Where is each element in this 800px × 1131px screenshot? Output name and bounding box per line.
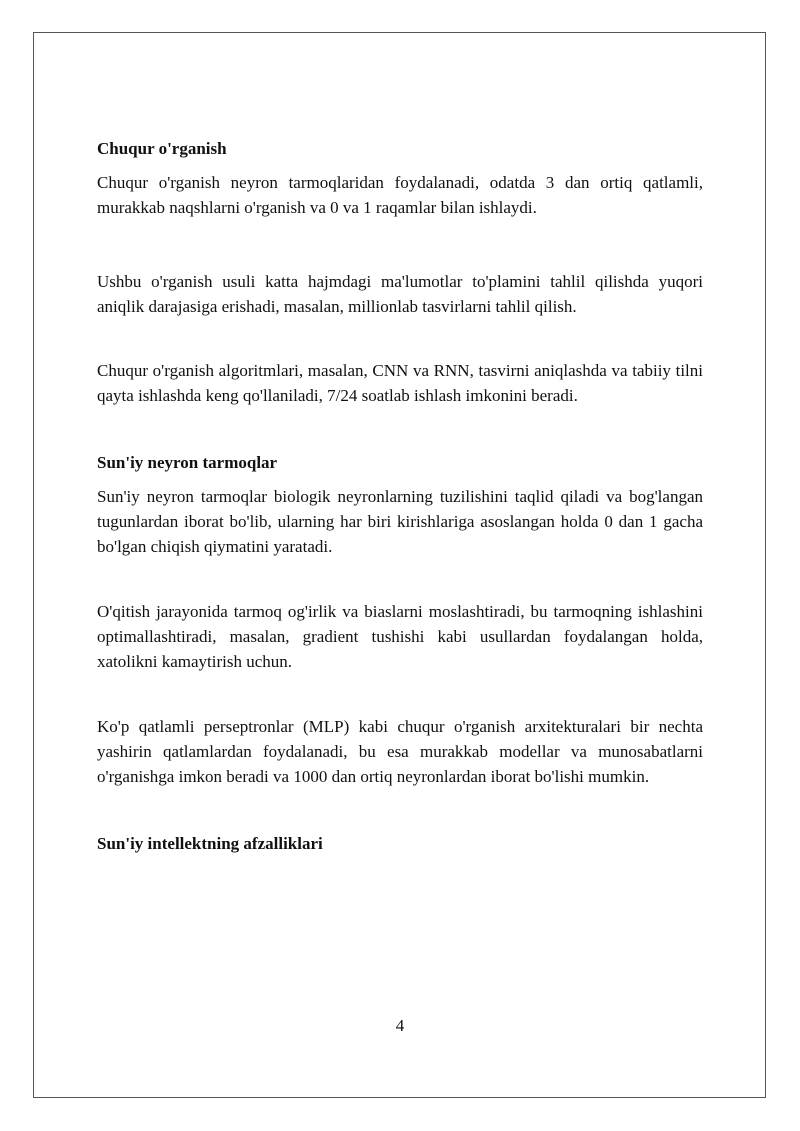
section-heading-deep-learning: Chuqur o'rganish [97,139,227,158]
paragraph: O'qitish jarayonida tarmoq og'irlik va biaslarni moslashtiradi, bu tarmoqning ishlashini optimallashtiradi, masalan, gradient tushishi kabi usullardan foydalangan holda, xatolikni kamaytirish uchun. [97,602,703,671]
section-heading-ai-advantages: Sun'iy intellektning afzalliklari [97,834,323,853]
page-number: 4 [395,1016,405,1035]
paragraph: Ko'p qatlamli perseptronlar (MLP) kabi chuqur o'rganish arxitekturalari bir nechta yashirin qatlamlardan foydalanadi, bu esa murakkab modellar va munosabatlarni o'rganishga imkon beradi va 1000 dan ortiq neyronlardan iborat bo'lishi mumkin. [97,717,703,786]
paragraph: Sun'iy neyron tarmoqlar biologik neyronlarning tuzilishini taqlid qiladi va bog'langan tugunlardan iborat bo'lib, ularning har biri kirishlariga asoslangan holda 0 dan 1 gacha bo'lgan chiqish qiymatini yaratadi. [97,487,703,556]
paragraph: Ushbu o'rganish usuli katta hajmdagi ma'lumotlar to'plamini tahlil qilishda yuqori aniqlik darajasiga erishadi, masalan, millionlab tasvirlarni tahlil qilish. [97,272,703,316]
document-body [97,136,703,865]
paragraph: Chuqur o'rganish neyron tarmoqlaridan foydalanadi, odatda 3 dan ortiq qatlamli, murakkab naqshlarni o'rganish va 0 va 1 raqamlar bilan ishlaydi. [97,173,703,217]
section-heading-neural-networks: Sun'iy neyron tarmoqlar [97,453,278,472]
paragraph: Chuqur o'rganish algoritmlari, masalan, CNN va RNN, tasvirni aniqlashda va tabiiy tilni qayta ishlashda keng qo'llaniladi, 7/24 soatlab ishlash imkonini beradi. [97,361,703,405]
